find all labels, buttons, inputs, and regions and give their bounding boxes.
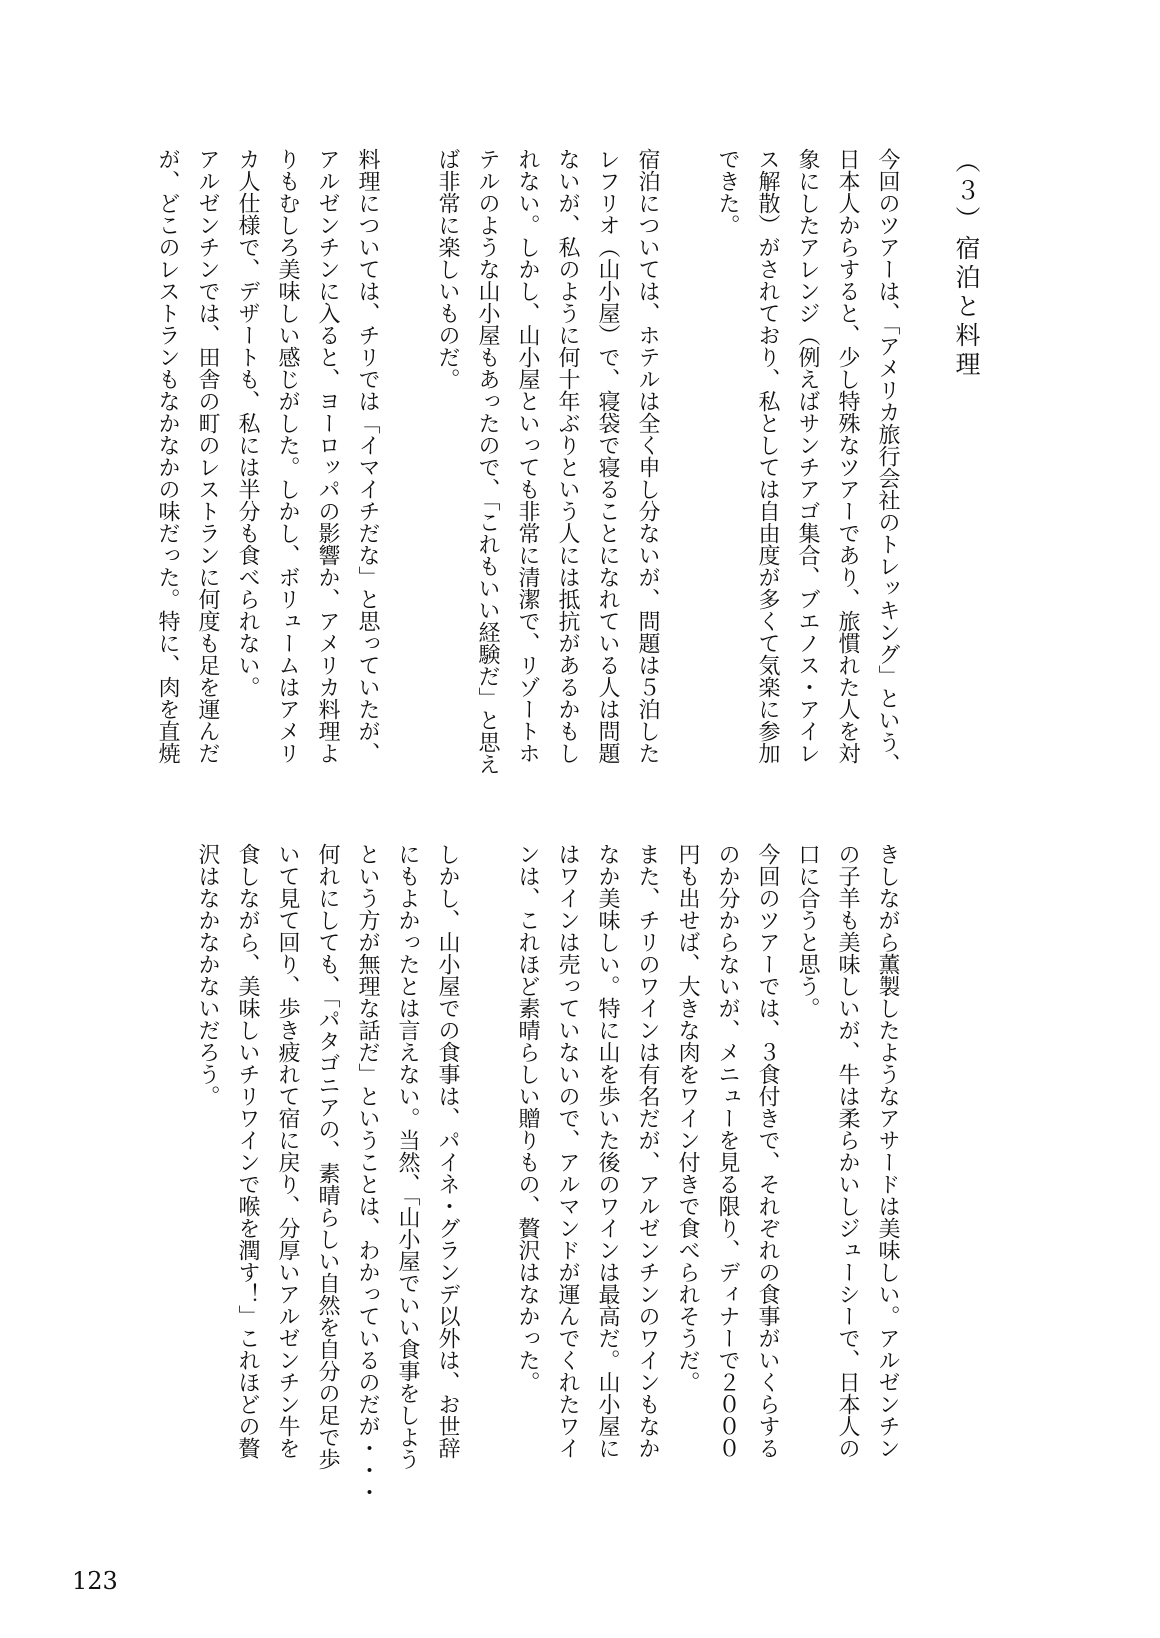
page-number: 123 <box>72 1567 118 1595</box>
text-column: 日本人からすると、少し特殊なツアーであり、旅慣れた人を対 <box>835 148 860 764</box>
text-column: のか分からないが、メニューを見る限り、ディナーで２０００ <box>715 843 740 1459</box>
text-column: はワインは売っていないので、アルマンドが運んでくれたワイ <box>555 843 580 1459</box>
text-column: 今回のツアーは、「アメリカ旅行会社のトレッキング」という、 <box>875 148 900 775</box>
text-column: ス解散）がされており、私としては自由度が多くて気楽に参加 <box>755 148 780 764</box>
text-column: アルゼンチンに入ると、ヨーロッパの影響か、アメリカ料理よ <box>315 148 340 764</box>
text-column: 料理については、チリでは「イマイチだな」と思っていたが、 <box>355 148 380 764</box>
text-column: 象にしたアレンジ（例えばサンチアゴ集合、ブエノス・アイレ <box>795 148 820 764</box>
text-column: カ人仕様で、デザートも、私には半分も食べられない。 <box>235 148 260 698</box>
text-column: が、どこのレストランもなかなかの味だった。特に、肉を直焼 <box>155 148 180 764</box>
section-heading: （３）宿泊と料理 <box>952 148 981 380</box>
text-column: 宿泊については、ホテルは全く申し分ないが、問題は５泊した <box>635 148 660 764</box>
text-column: しかし、山小屋での食事は、パイネ・グランデ以外は、お世辞 <box>435 843 460 1459</box>
text-column: アルゼンチンでは、田舎の町のレストランに何度も足を運んだ <box>195 148 220 764</box>
text-column: れない。しかし、山小屋といっても非常に清潔で、リゾートホ <box>515 148 540 764</box>
text-column: 沢はなかなかないだろう。 <box>195 843 220 1107</box>
text-column: の子羊も美味しいが、牛は柔らかいしジューシーで、日本人の <box>835 843 860 1459</box>
text-column: ないが、私のように何十年ぶりという人には抵抗があるかもし <box>555 148 580 764</box>
text-column: ば非常に楽しいものだ。 <box>435 148 460 390</box>
text-column: レフリオ（山小屋）で、寝袋で寝ることになれている人は問題 <box>595 148 620 764</box>
text-column: また、チリのワインは有名だが、アルゼンチンのワインもなか <box>635 843 660 1459</box>
text-column: という方が無理な話だ」ということは、わかっているのだが・・・ <box>355 843 380 1503</box>
text-column: 今回のツアーでは、３食付きで、それぞれの食事がいくらする <box>755 843 780 1459</box>
text-column: テルのような山小屋もあったので、「これもいい経験だ」と思え <box>475 148 500 775</box>
text-column: にもよかったとは言えない。当然、「山小屋でいい食事をしよう <box>395 843 420 1470</box>
text-column: りもむしろ美味しい感じがした。しかし、ボリュームはアメリ <box>275 148 300 764</box>
text-column: ンは、これほど素晴らしい贈りもの、贅沢はなかった。 <box>515 843 540 1393</box>
text-column: きしながら薫製したようなアサードは美味しい。アルゼンチン <box>875 843 900 1459</box>
text-column: できた。 <box>715 148 740 236</box>
text-column: 口に合うと思う。 <box>795 843 820 1019</box>
text-column: いて見て回り、歩き疲れて宿に戻り、分厚いアルゼンチン牛を <box>275 843 300 1459</box>
text-column: なか美味しい。特に山を歩いた後のワインは最高だ。山小屋に <box>595 843 620 1459</box>
text-column: 何れにしても、「パタゴニアの、素晴らしい自然を自分の足で歩 <box>315 843 340 1470</box>
text-column: 食しながら、美味しいチリワインで喉を潤す！」これほどの贅 <box>235 843 260 1459</box>
text-column: 円も出せば、大きな肉をワイン付きで食べられそうだ。 <box>675 843 700 1393</box>
